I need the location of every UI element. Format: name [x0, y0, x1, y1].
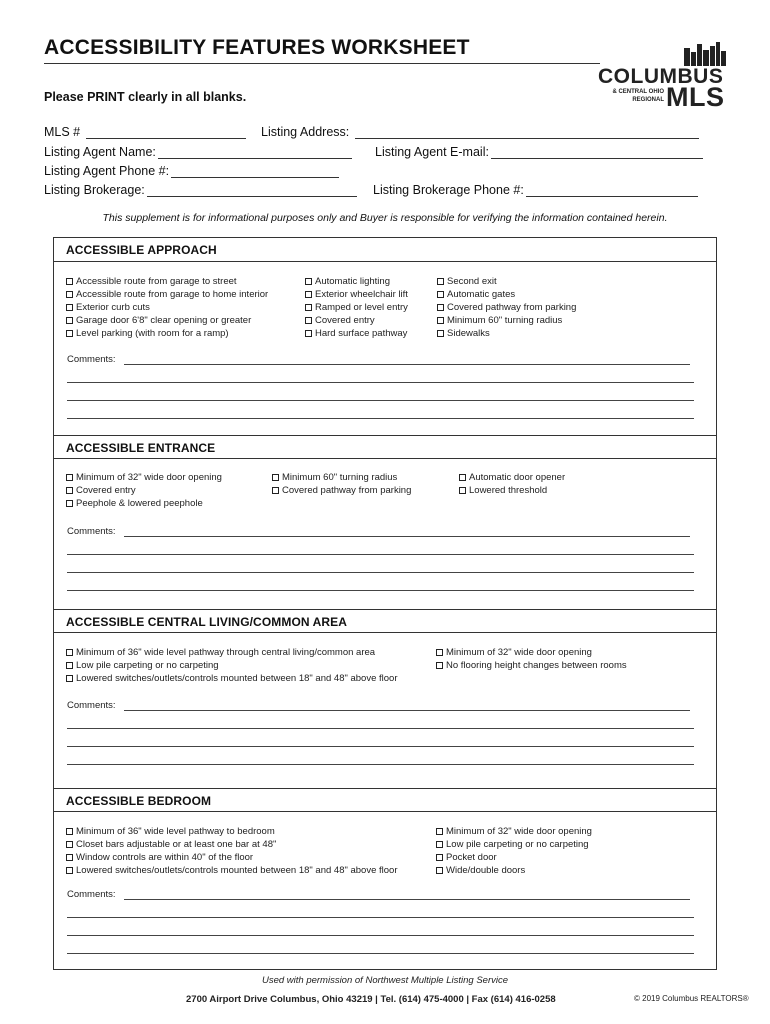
agent-name-blank[interactable]: [158, 147, 352, 159]
comment-line[interactable]: [67, 418, 694, 419]
checkbox-item[interactable]: [272, 472, 397, 483]
footer-address: 2700 Airport Drive Columbus, Ohio 43219 | Tel. (614) 475-4000 | Fax (614) 416-0258: [186, 994, 556, 1005]
comment-line[interactable]: [124, 364, 690, 365]
checkbox-item[interactable]: [66, 302, 150, 313]
checkbox-label: Minimum of 36" wide level pathway to bedroom: [76, 826, 275, 837]
checkbox-label: Pocket door: [446, 852, 497, 863]
checkbox-icon[interactable]: [437, 330, 444, 337]
checkbox-icon[interactable]: [66, 330, 73, 337]
comments-label: Comments:: [67, 526, 116, 537]
comment-line[interactable]: [67, 746, 694, 747]
checkbox-label: Hard surface pathway: [315, 328, 408, 339]
checkbox-label: Window controls are within 40" of the floor: [76, 852, 254, 863]
checkbox-label: Sidewalks: [447, 328, 490, 339]
checkbox-item[interactable]: [66, 839, 276, 850]
comment-line[interactable]: [67, 917, 694, 918]
footer-copyright: © 2019 Columbus REALTORS®: [634, 994, 749, 1003]
checkbox-icon[interactable]: [66, 867, 73, 874]
checkbox-item[interactable]: [436, 865, 525, 876]
checkbox-label: Automatic lighting: [315, 276, 390, 287]
comment-line[interactable]: [67, 554, 694, 555]
logo-city: COLUMBUS: [598, 65, 724, 88]
brokerage-field[interactable]: [44, 183, 357, 197]
section-entrance-header: [54, 435, 716, 459]
section-living-header: [54, 609, 716, 633]
section-bedroom-title: ACCESSIBLE BEDROOM: [66, 794, 212, 808]
checkbox-item[interactable]: [66, 647, 375, 658]
checkbox-item[interactable]: [66, 865, 398, 876]
brokerage-phone-blank[interactable]: [526, 185, 698, 197]
checkbox-item[interactable]: [437, 276, 497, 287]
checkbox-icon[interactable]: [66, 291, 73, 298]
checkbox-icon[interactable]: [66, 304, 73, 311]
checkbox-label: Accessible route from garage to home interior: [76, 289, 269, 300]
mls-number-field[interactable]: [44, 125, 246, 139]
checkbox-icon[interactable]: [66, 649, 73, 656]
checkbox-label: Wide/double doors: [446, 865, 526, 876]
checkbox-icon[interactable]: [436, 841, 443, 848]
checkbox-icon[interactable]: [459, 487, 466, 494]
section-bedroom-header: [54, 788, 716, 812]
checkbox-item[interactable]: [436, 839, 589, 850]
checkbox-item[interactable]: [305, 302, 408, 313]
checkbox-label: Minimum 60" turning radius: [282, 472, 398, 483]
checkbox-item[interactable]: [436, 660, 627, 671]
instruction-text: Please PRINT clearly in all blanks.: [44, 90, 247, 104]
checkbox-label: Exterior wheelchair lift: [315, 289, 408, 300]
agent-phone-field[interactable]: [44, 164, 339, 178]
brokerage-label: Listing Brokerage:: [44, 183, 145, 197]
checkbox-label: Minimum of 32" wide door opening: [76, 472, 222, 483]
logo-mls: MLS: [666, 82, 725, 112]
checkbox-item[interactable]: [436, 852, 497, 863]
checkbox-label: Low pile carpeting or no carpeting: [446, 839, 589, 850]
checkbox-item[interactable]: [459, 472, 565, 483]
logo-region-line1: & CENTRAL OHIO: [612, 89, 664, 95]
checkbox-item[interactable]: [305, 289, 408, 300]
checkbox-icon[interactable]: [436, 649, 443, 656]
checkbox-icon[interactable]: [66, 854, 73, 861]
checkbox-label: Low pile carpeting or no carpeting: [76, 660, 219, 671]
comments-label: Comments:: [67, 700, 116, 711]
agent-phone-blank[interactable]: [171, 166, 339, 178]
checkbox-icon[interactable]: [436, 854, 443, 861]
checkbox-label: Minimum of 32" wide door opening: [446, 647, 592, 658]
checkbox-label: Garage door 6'8" clear opening or greater: [76, 315, 252, 326]
checkbox-label: Level parking (with room for a ramp): [76, 328, 229, 339]
checkbox-label: Automatic gates: [447, 289, 516, 300]
brokerage-phone-label: Listing Brokerage Phone #:: [373, 183, 524, 197]
checkbox-item[interactable]: [66, 852, 253, 863]
checkbox-icon[interactable]: [437, 278, 444, 285]
section-entrance-title: ACCESSIBLE ENTRANCE: [66, 441, 216, 455]
comment-line[interactable]: [67, 935, 694, 936]
checkbox-icon[interactable]: [66, 487, 73, 494]
checkbox-label: Automatic door opener: [469, 472, 566, 483]
logo-region: [592, 88, 664, 104]
checkbox-icon[interactable]: [66, 662, 73, 669]
checkbox-label: Second exit: [447, 276, 497, 287]
checkbox-icon[interactable]: [305, 291, 312, 298]
columbus-mls-logo: [592, 40, 732, 112]
mls-number-blank[interactable]: [86, 127, 246, 139]
listing-address-label: Listing Address:: [261, 125, 350, 139]
comments-label: Comments:: [67, 354, 116, 365]
checkbox-item[interactable]: [66, 276, 237, 287]
comment-line[interactable]: [67, 572, 694, 573]
checkbox-label: Minimum of 32" wide door opening: [446, 826, 592, 837]
disclaimer-text: This supplement is for informational purposes only and Buyer is responsible for verifying the information contained herein.: [102, 212, 668, 224]
checkbox-item[interactable]: [436, 826, 592, 837]
checkbox-label: Ramped or level entry: [315, 302, 408, 313]
checkbox-label: Covered pathway from parking: [282, 485, 412, 496]
logo-region-line2: REGIONAL: [632, 97, 664, 103]
checkbox-label: Covered entry: [76, 485, 136, 496]
comments-label: Comments:: [67, 889, 116, 900]
checkbox-item[interactable]: [437, 315, 562, 326]
checkbox-icon[interactable]: [459, 474, 466, 481]
checkbox-item[interactable]: [66, 826, 275, 837]
checkbox-icon[interactable]: [66, 828, 73, 835]
checkbox-item[interactable]: [66, 673, 398, 684]
agent-name-field[interactable]: [44, 145, 352, 159]
comment-line[interactable]: [67, 764, 694, 765]
checkbox-item[interactable]: [66, 485, 136, 496]
comment-line[interactable]: [67, 953, 694, 954]
checkbox-icon[interactable]: [305, 278, 312, 285]
comment-line[interactable]: [67, 728, 694, 729]
agent-email-blank[interactable]: [491, 147, 703, 159]
checkbox-item[interactable]: [66, 498, 203, 509]
agent-email-field[interactable]: [375, 145, 703, 159]
section-living-title: ACCESSIBLE CENTRAL LIVING/COMMON AREA: [66, 615, 348, 629]
checkbox-icon[interactable]: [436, 867, 443, 874]
checkbox-label: Lowered switches/outlets/controls mounted between 18" and 48" above floor: [76, 865, 398, 876]
checkbox-item[interactable]: [436, 647, 592, 658]
checkbox-icon[interactable]: [437, 291, 444, 298]
mls-number-label: MLS #: [44, 125, 81, 139]
checkbox-icon[interactable]: [305, 317, 312, 324]
checkbox-icon[interactable]: [305, 330, 312, 337]
comment-line[interactable]: [124, 899, 690, 900]
checkbox-icon[interactable]: [437, 304, 444, 311]
checkbox-label: Lowered switches/outlets/controls mounted between 18" and 48" above floor: [76, 673, 398, 684]
skyline-icon: [684, 42, 726, 66]
checkbox-item[interactable]: [66, 289, 268, 300]
checkbox-label: No flooring height changes between rooms: [446, 660, 627, 671]
checkbox-item[interactable]: [272, 485, 411, 496]
agent-name-label: Listing Agent Name:: [44, 145, 156, 159]
checkbox-item[interactable]: [437, 302, 576, 313]
features-form: [53, 237, 717, 970]
checkbox-icon[interactable]: [66, 474, 73, 481]
checkbox-item[interactable]: [305, 276, 390, 287]
brokerage-phone-field[interactable]: [373, 183, 698, 197]
agent-phone-label: Listing Agent Phone #:: [44, 164, 170, 178]
comment-line[interactable]: [67, 400, 694, 401]
page-title: ACCESSIBILITY FEATURES WORKSHEET: [44, 36, 470, 59]
checkbox-icon[interactable]: [436, 662, 443, 669]
checkbox-label: Closet bars adjustable or at least one bar at 48": [76, 839, 277, 850]
comment-line[interactable]: [67, 382, 694, 383]
checkbox-item[interactable]: [305, 315, 375, 326]
checkbox-item[interactable]: [66, 660, 219, 671]
checkbox-item[interactable]: [66, 328, 229, 339]
listing-address-blank[interactable]: [355, 127, 699, 139]
checkbox-item[interactable]: [437, 328, 490, 339]
checkbox-item[interactable]: [66, 472, 222, 483]
checkbox-label: Lowered threshold: [469, 485, 548, 496]
checkbox-icon[interactable]: [66, 500, 73, 507]
brokerage-blank[interactable]: [147, 185, 357, 197]
comment-line[interactable]: [124, 710, 690, 711]
checkbox-icon[interactable]: [436, 828, 443, 835]
comment-line[interactable]: [67, 590, 694, 591]
checkbox-label: Minimum of 36" wide level pathway through central living/common area: [76, 647, 376, 658]
checkbox-icon[interactable]: [66, 841, 73, 848]
checkbox-icon[interactable]: [272, 487, 279, 494]
checkbox-label: Covered pathway from parking: [447, 302, 577, 313]
checkbox-icon[interactable]: [437, 317, 444, 324]
checkbox-icon[interactable]: [66, 675, 73, 682]
checkbox-label: Minimum 60" turning radius: [447, 315, 563, 326]
checkbox-icon[interactable]: [66, 317, 73, 324]
footer-permission: Used with permission of Northwest Multiple Listing Service: [261, 975, 509, 986]
title-rule: [44, 63, 600, 64]
checkbox-label: Peephole & lowered peephole: [76, 498, 203, 509]
checkbox-item[interactable]: [437, 289, 515, 300]
checkbox-icon[interactable]: [66, 278, 73, 285]
section-approach-title: ACCESSIBLE APPROACH: [66, 243, 217, 257]
listing-address-field[interactable]: [261, 125, 699, 139]
checkbox-label: Exterior curb cuts: [76, 302, 150, 313]
checkbox-icon[interactable]: [272, 474, 279, 481]
checkbox-icon[interactable]: [305, 304, 312, 311]
checkbox-item[interactable]: [305, 328, 407, 339]
agent-email-label: Listing Agent E-mail:: [375, 145, 489, 159]
checkbox-label: Accessible route from garage to street: [76, 276, 237, 287]
checkbox-item[interactable]: [459, 485, 547, 496]
comment-line[interactable]: [124, 536, 690, 537]
checkbox-label: Covered entry: [315, 315, 375, 326]
section-approach-header: [54, 238, 716, 262]
checkbox-item[interactable]: [66, 315, 251, 326]
